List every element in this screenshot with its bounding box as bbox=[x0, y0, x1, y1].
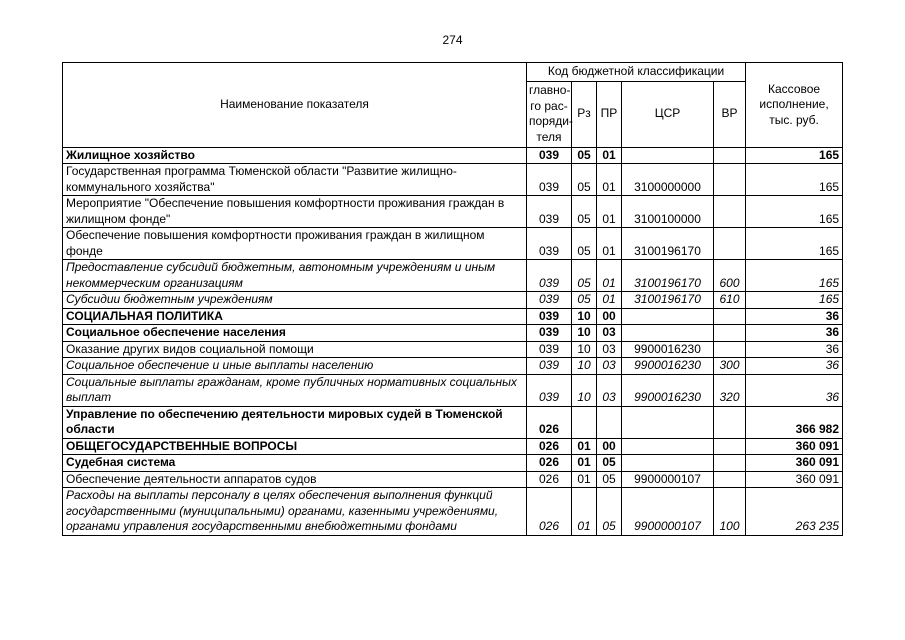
cell-vr bbox=[714, 228, 746, 260]
cell-rz: 05 bbox=[572, 292, 597, 309]
header-csr: ЦСР bbox=[622, 81, 714, 147]
cell-indicator-name: Расходы на выплаты персоналу в целях обеспечения выполнения функций государственными (муниципальными) органами, казенными учреждениями, органами управления государственными внебюджетными фондами bbox=[63, 488, 527, 536]
cell-indicator-name: Мероприятие "Обеспечение повышения комфортности проживания граждан в жилищном фонде" bbox=[63, 196, 527, 228]
cell-csr: 3100000000 bbox=[622, 164, 714, 196]
cell-csr: 9900000107 bbox=[622, 488, 714, 536]
table-row bbox=[63, 374, 843, 406]
header-cash-execution: Кассовое исполнение, тыс. руб. bbox=[746, 63, 843, 148]
cell-amount: 36 bbox=[746, 374, 843, 406]
cell-csr: 9900016230 bbox=[622, 374, 714, 406]
header-main-administrator: главно-го рас-поряди-теля bbox=[527, 81, 572, 147]
cell-indicator-name: Субсидии бюджетным учреждениям bbox=[63, 292, 527, 309]
cell-indicator-name: Социальное обеспечение и иные выплаты населению bbox=[63, 358, 527, 375]
cell-pr: 05 bbox=[597, 455, 622, 472]
cell-csr bbox=[622, 325, 714, 342]
cell-amount: 165 bbox=[746, 292, 843, 309]
cell-amount: 36 bbox=[746, 308, 843, 325]
table-row bbox=[63, 260, 843, 292]
cell-rz bbox=[572, 406, 597, 438]
cell-csr bbox=[622, 455, 714, 472]
cell-amount: 360 091 bbox=[746, 455, 843, 472]
cell-rz: 01 bbox=[572, 488, 597, 536]
cell-vr bbox=[714, 196, 746, 228]
cell-indicator-name: Жилищное хозяйство bbox=[63, 147, 527, 164]
cell-main-administrator: 039 bbox=[527, 292, 572, 309]
cell-vr bbox=[714, 471, 746, 488]
table-row bbox=[63, 292, 843, 309]
cell-csr bbox=[622, 147, 714, 164]
cell-indicator-name: Оказание других видов социальной помощи bbox=[63, 341, 527, 358]
cell-csr: 3100100000 bbox=[622, 196, 714, 228]
cell-pr: 00 bbox=[597, 438, 622, 455]
table-row bbox=[63, 341, 843, 358]
cell-rz: 01 bbox=[572, 471, 597, 488]
cell-main-administrator: 026 bbox=[527, 488, 572, 536]
cell-csr: 9900016230 bbox=[622, 358, 714, 375]
cell-indicator-name: Обеспечение повышения комфортности проживания граждан в жилищном фонде bbox=[63, 228, 527, 260]
table-body bbox=[63, 147, 843, 535]
cell-csr: 3100196170 bbox=[622, 228, 714, 260]
cell-amount: 360 091 bbox=[746, 438, 843, 455]
cell-amount: 360 091 bbox=[746, 471, 843, 488]
cell-rz: 01 bbox=[572, 455, 597, 472]
cell-indicator-name: Судебная система bbox=[63, 455, 527, 472]
cell-main-administrator: 026 bbox=[527, 455, 572, 472]
cell-amount: 165 bbox=[746, 164, 843, 196]
cell-vr bbox=[714, 308, 746, 325]
cell-main-administrator: 039 bbox=[527, 325, 572, 342]
table-row bbox=[63, 325, 843, 342]
cell-csr bbox=[622, 406, 714, 438]
cell-pr: 05 bbox=[597, 471, 622, 488]
cell-csr bbox=[622, 438, 714, 455]
cell-main-administrator: 026 bbox=[527, 471, 572, 488]
cell-pr: 03 bbox=[597, 341, 622, 358]
cell-rz: 05 bbox=[572, 260, 597, 292]
table-row bbox=[63, 455, 843, 472]
header-vr: ВР bbox=[714, 81, 746, 147]
cell-pr: 01 bbox=[597, 147, 622, 164]
cell-csr: 9900000107 bbox=[622, 471, 714, 488]
cell-main-administrator: 039 bbox=[527, 260, 572, 292]
table-row bbox=[63, 438, 843, 455]
budget-execution-table bbox=[62, 62, 843, 536]
table-row bbox=[63, 196, 843, 228]
cell-pr: 03 bbox=[597, 358, 622, 375]
cell-rz: 10 bbox=[572, 374, 597, 406]
cell-rz: 10 bbox=[572, 308, 597, 325]
cell-vr: 600 bbox=[714, 260, 746, 292]
cell-indicator-name: Социальные выплаты гражданам, кроме публичных нормативных социальных выплат bbox=[63, 374, 527, 406]
cell-vr bbox=[714, 164, 746, 196]
cell-main-administrator: 039 bbox=[527, 308, 572, 325]
cell-main-administrator: 039 bbox=[527, 358, 572, 375]
cell-pr: 03 bbox=[597, 374, 622, 406]
cell-indicator-name: Предоставление субсидий бюджетным, автономным учреждениям и иным некоммерческим организациям bbox=[63, 260, 527, 292]
cell-vr: 320 bbox=[714, 374, 746, 406]
cell-amount: 36 bbox=[746, 358, 843, 375]
cell-pr: 01 bbox=[597, 196, 622, 228]
cell-vr: 100 bbox=[714, 488, 746, 536]
cell-indicator-name: Управление по обеспечению деятельности мировых судей в Тюменской области bbox=[63, 406, 527, 438]
cell-main-administrator: 026 bbox=[527, 438, 572, 455]
cell-pr: 03 bbox=[597, 325, 622, 342]
header-indicator-name: Наименование показателя bbox=[63, 63, 527, 148]
cell-csr bbox=[622, 308, 714, 325]
cell-vr bbox=[714, 341, 746, 358]
cell-indicator-name: Обеспечение деятельности аппаратов судов bbox=[63, 471, 527, 488]
cell-indicator-name: Государственная программа Тюменской области "Развитие жилищно-коммунального хозяйства" bbox=[63, 164, 527, 196]
cell-amount: 165 bbox=[746, 260, 843, 292]
cell-vr: 300 bbox=[714, 358, 746, 375]
header-budget-classification-code: Код бюджетной классификации bbox=[527, 63, 746, 82]
cell-pr: 05 bbox=[597, 488, 622, 536]
cell-csr: 9900016230 bbox=[622, 341, 714, 358]
cell-amount: 366 982 bbox=[746, 406, 843, 438]
cell-main-administrator: 039 bbox=[527, 196, 572, 228]
cell-amount: 165 bbox=[746, 196, 843, 228]
cell-amount: 36 bbox=[746, 325, 843, 342]
table-row bbox=[63, 164, 843, 196]
cell-main-administrator: 039 bbox=[527, 147, 572, 164]
cell-indicator-name: ОБЩЕГОСУДАРСТВЕННЫЕ ВОПРОСЫ bbox=[63, 438, 527, 455]
table-row bbox=[63, 147, 843, 164]
cell-amount: 36 bbox=[746, 341, 843, 358]
header-pr: ПР bbox=[597, 81, 622, 147]
table-row bbox=[63, 471, 843, 488]
cell-main-administrator: 026 bbox=[527, 406, 572, 438]
cell-rz: 05 bbox=[572, 164, 597, 196]
cell-csr: 3100196170 bbox=[622, 292, 714, 309]
cell-rz: 10 bbox=[572, 325, 597, 342]
table-header-row-1 bbox=[63, 63, 843, 82]
cell-rz: 01 bbox=[572, 438, 597, 455]
cell-pr: 01 bbox=[597, 228, 622, 260]
cell-rz: 10 bbox=[572, 341, 597, 358]
cell-rz: 05 bbox=[572, 196, 597, 228]
cell-main-administrator: 039 bbox=[527, 341, 572, 358]
table-row bbox=[63, 358, 843, 375]
cell-pr bbox=[597, 406, 622, 438]
table-row bbox=[63, 228, 843, 260]
cell-main-administrator: 039 bbox=[527, 164, 572, 196]
cell-amount: 263 235 bbox=[746, 488, 843, 536]
table-row bbox=[63, 406, 843, 438]
table-row bbox=[63, 308, 843, 325]
header-rz: Рз bbox=[572, 81, 597, 147]
cell-main-administrator: 039 bbox=[527, 228, 572, 260]
cell-pr: 01 bbox=[597, 292, 622, 309]
cell-vr bbox=[714, 406, 746, 438]
cell-vr: 610 bbox=[714, 292, 746, 309]
cell-amount: 165 bbox=[746, 147, 843, 164]
cell-amount: 165 bbox=[746, 228, 843, 260]
cell-vr bbox=[714, 438, 746, 455]
cell-rz: 10 bbox=[572, 358, 597, 375]
cell-rz: 05 bbox=[572, 228, 597, 260]
cell-pr: 00 bbox=[597, 308, 622, 325]
cell-indicator-name: СОЦИАЛЬНАЯ ПОЛИТИКА bbox=[63, 308, 527, 325]
cell-main-administrator: 039 bbox=[527, 374, 572, 406]
cell-pr: 01 bbox=[597, 260, 622, 292]
cell-pr: 01 bbox=[597, 164, 622, 196]
cell-vr bbox=[714, 455, 746, 472]
table-row bbox=[63, 488, 843, 536]
cell-vr bbox=[714, 325, 746, 342]
cell-indicator-name: Социальное обеспечение населения bbox=[63, 325, 527, 342]
cell-vr bbox=[714, 147, 746, 164]
cell-rz: 05 bbox=[572, 147, 597, 164]
cell-csr: 3100196170 bbox=[622, 260, 714, 292]
page-number: 274 bbox=[442, 33, 463, 47]
